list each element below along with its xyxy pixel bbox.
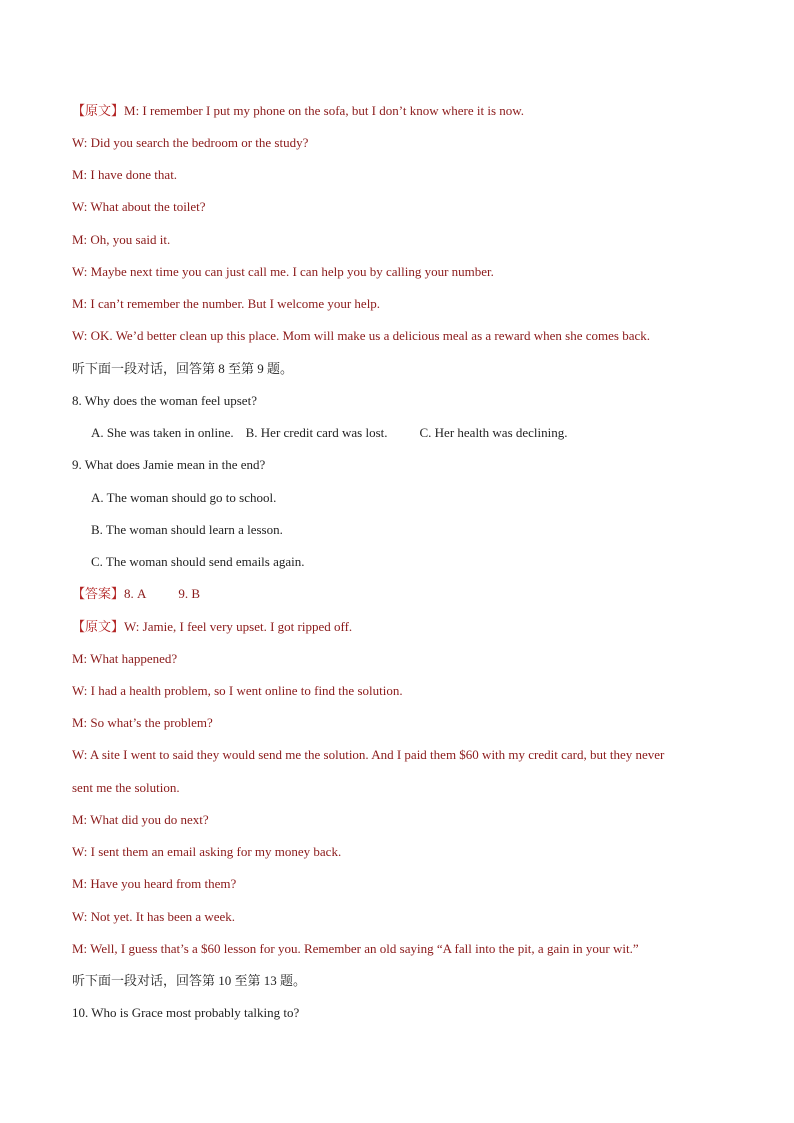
option-a: A. She was taken in online.: [91, 425, 234, 440]
transcript-line: [72, 619, 352, 635]
section-instruction: 听下面一段对话，回答第 10 至第 13 题。: [72, 973, 307, 988]
transcript-tag: 【原文】: [72, 619, 125, 634]
transcript-text: W: Jamie, I feel very upset. I got ripped off.: [124, 619, 353, 634]
transcript-tag: 【原文】: [72, 103, 125, 118]
transcript-line: M: What did you do next?: [72, 812, 209, 827]
transcript-line: M: Oh, you said it.: [72, 232, 171, 247]
question-8: 8. Why does the woman feel upset?: [72, 393, 257, 408]
transcript-line: M: I can’t remember the number. But I welcome your help.: [72, 296, 381, 311]
transcript-line: M: Well, I guess that’s a $60 lesson for you. Remember an old saying “A fall into the pit, a gain in your wit.”: [72, 941, 639, 956]
option-c: C. Her health was declining.: [419, 425, 568, 440]
transcript-line: W: I sent them an email asking for my money back.: [72, 844, 342, 859]
transcript-line: W: A site I went to said they would send me the solution. And I paid them $60 with my credit card, but they never: [72, 747, 665, 762]
transcript-line: M: I have done that.: [72, 167, 178, 182]
option-b: B. Her credit card was lost.: [245, 425, 388, 440]
option-b: B. The woman should learn a lesson.: [91, 522, 283, 537]
transcript-line: W: Maybe next time you can just call me. I can help you by calling your number.: [72, 264, 494, 279]
answer-9: 9. B: [178, 586, 201, 601]
option-c: C. The woman should send emails again.: [91, 554, 305, 569]
answer-8: 8. A: [124, 586, 147, 601]
transcript-line: W: Not yet. It has been a week.: [72, 909, 236, 924]
transcript-line: M: So what’s the problem?: [72, 715, 213, 730]
transcript-line: W: OK. We’d better clean up this place. Mom will make us a delicious meal as a reward when she comes back.: [72, 328, 650, 343]
answer-line: [72, 586, 200, 602]
transcript-line: W: What about the toilet?: [72, 199, 206, 214]
transcript-line: M: Have you heard from them?: [72, 876, 237, 891]
transcript-line: M: What happened?: [72, 651, 178, 666]
transcript-text: M: I remember I put my phone on the sofa, but I don’t know where it is now.: [124, 103, 525, 118]
answer-tag: 【答案】: [72, 586, 125, 601]
transcript-line: sent me the solution.: [72, 780, 180, 795]
question-8-options: [91, 425, 568, 441]
option-a: A. The woman should go to school.: [91, 490, 277, 505]
transcript-line: [72, 103, 524, 119]
question-9: 9. What does Jamie mean in the end?: [72, 457, 266, 472]
transcript-line: W: Did you search the bedroom or the study?: [72, 135, 309, 150]
section-instruction: 听下面一段对话，回答第 8 至第 9 题。: [72, 361, 294, 376]
question-10: 10. Who is Grace most probably talking to?: [72, 1005, 300, 1020]
transcript-line: W: I had a health problem, so I went online to find the solution.: [72, 683, 403, 698]
